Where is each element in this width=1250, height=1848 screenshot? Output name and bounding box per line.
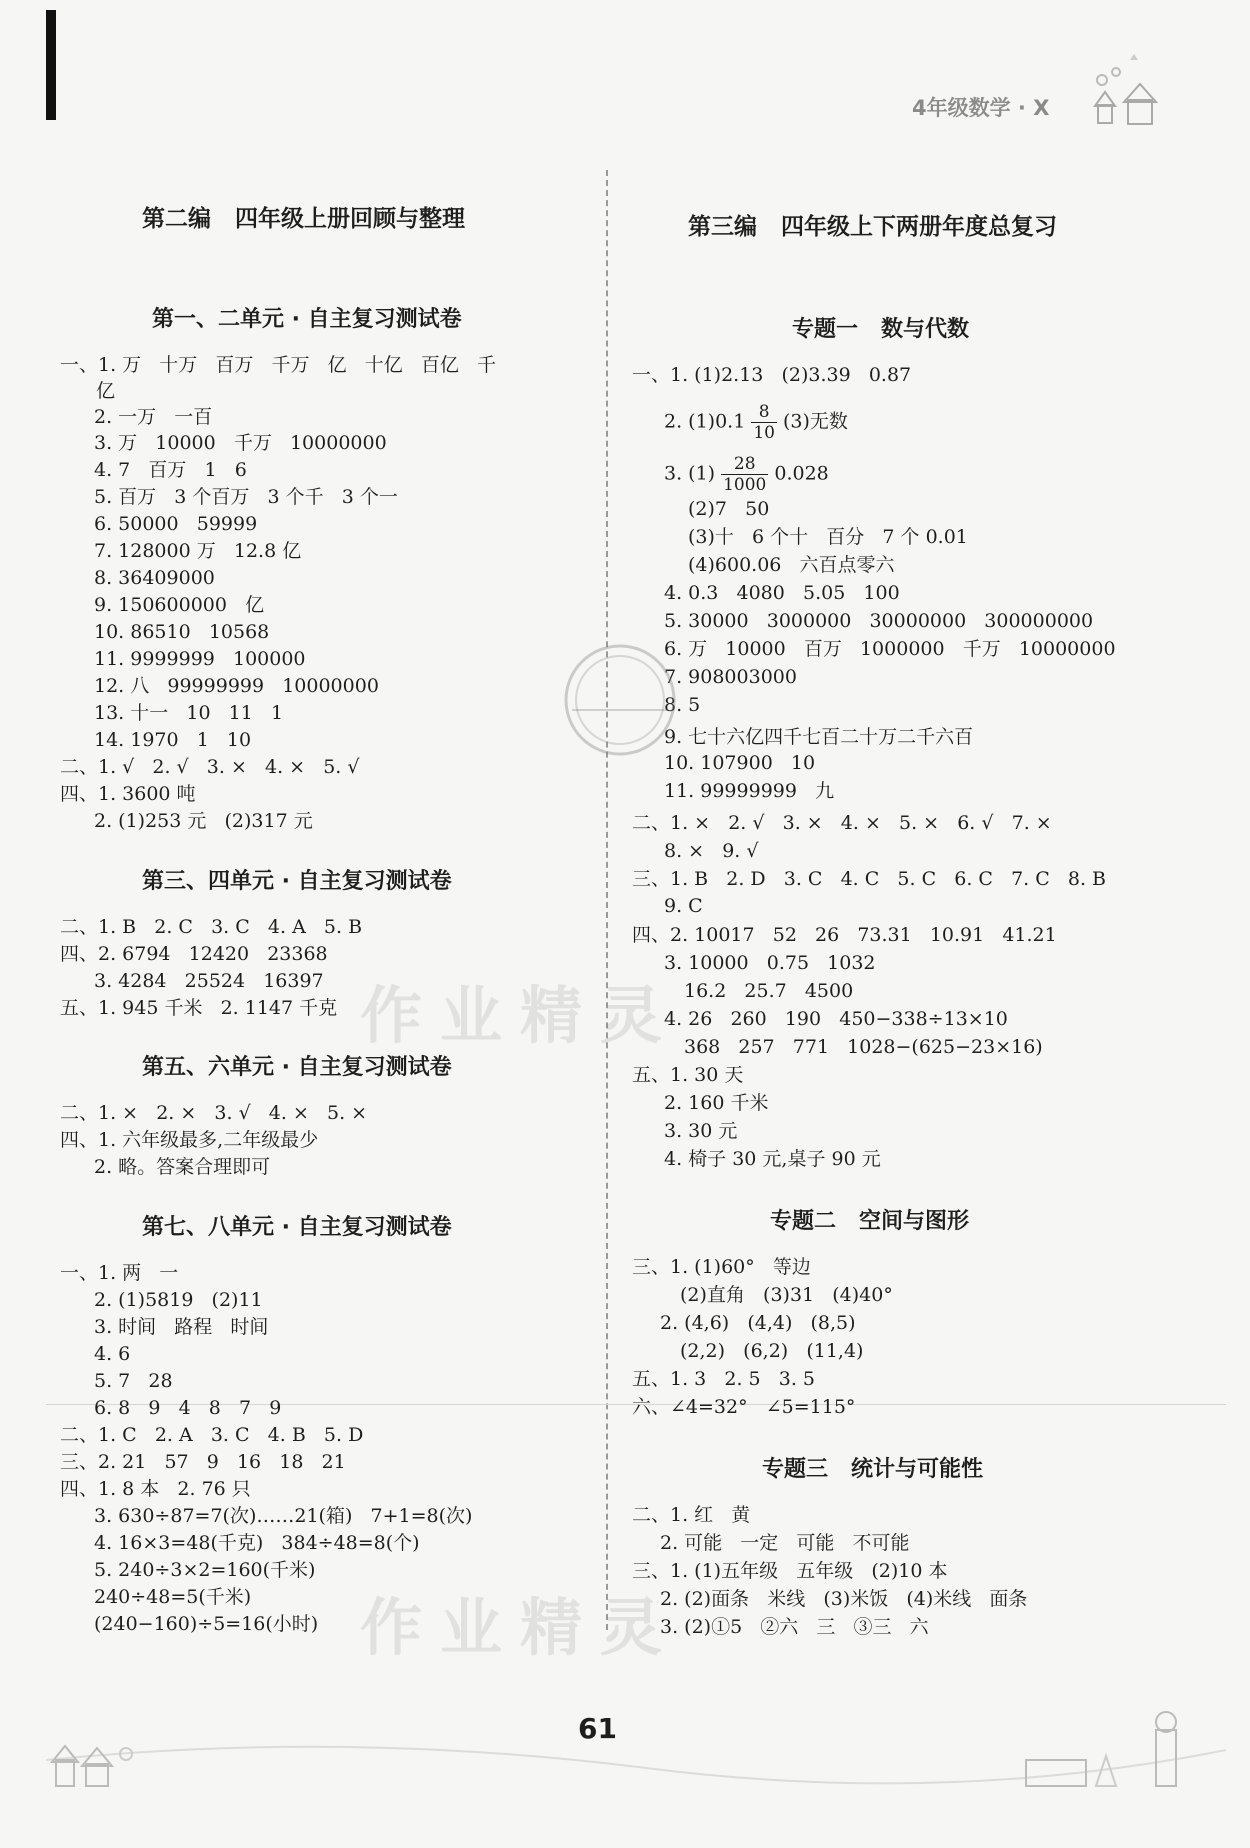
section-title: 专题一 数与代数 (792, 317, 969, 342)
answer-line: 2. 略。答案合理即可 (94, 1156, 271, 1178)
answer-line (664, 402, 848, 443)
fraction-denominator: 10 (753, 423, 775, 443)
answer-line: 四、1. 六年级最多,二年级最少 (60, 1129, 319, 1151)
answer-line: 2. (4,6) (4,4) (8,5) (660, 1312, 856, 1334)
answer-line: 240÷48=5(千米) (94, 1586, 252, 1608)
answer-line: 5. 百万 3 个百万 3 个千 3 个一 (94, 486, 398, 508)
answer-line: 8. 5 (664, 694, 701, 716)
answer-line: (4)600.06 六百点零六 (688, 554, 895, 576)
answer-line: 一、1. 两 一 (60, 1262, 179, 1284)
answer-line: 4. 6 (94, 1343, 131, 1365)
answer-line: 9. 七十六亿四千七百二十万二千六百 (664, 726, 974, 748)
answer-line: 3. (2)①5 ②六 三 ③三 六 (660, 1616, 929, 1638)
watermark-text: 作业精灵 (360, 1591, 681, 1664)
answer-line: 一、1. (1)2.13 (2)3.39 0.87 (632, 364, 912, 386)
answer-line: 三、1. B 2. D 3. C 4. C 5. C 6. C 7. C 8. B (632, 868, 1107, 890)
answer-line: 6. 万 10000 百万 1000000 千万 10000000 (664, 638, 1116, 660)
answer-line: 8. 36409000 (94, 567, 215, 589)
answer-line: 2. (1)5819 (2)11 (94, 1289, 263, 1311)
answer-line: 2. 160 千米 (664, 1092, 769, 1114)
answer-line: 6. 8 9 4 8 7 9 (94, 1397, 282, 1419)
section-title: 专题三 统计与可能性 (762, 1457, 983, 1482)
answer-line: 8. × 9. √ (664, 840, 759, 862)
answer-line: 五、1. 3 2. 5 3. 5 (632, 1368, 816, 1390)
page-header: 4年级数学 · X (912, 96, 1050, 120)
answer-line: 5. 240÷3×2=160(千米) (94, 1559, 316, 1581)
section-title: 第七、八单元 · 自主复习测试卷 (142, 1215, 452, 1240)
answer-line: 9. C (664, 895, 703, 917)
answer-text: (3)无数 (782, 410, 848, 433)
answer-line: 一、1. 万 十万 百万 千万 亿 十亿 百亿 千 (60, 354, 496, 376)
fraction-numerator: 8 (751, 402, 777, 423)
answer-line (664, 454, 829, 495)
stamp-watermark-icon (560, 640, 680, 760)
answer-line: 4. 26 260 190 450−338÷13×10 (664, 1008, 1008, 1030)
answer-line: 2. (2)面条 米线 (3)米饭 (4)米线 面条 (660, 1588, 1028, 1610)
answer-line: 五、1. 945 千米 2. 1147 千克 (60, 997, 338, 1019)
watermark-text: 作业精灵 (360, 979, 681, 1052)
answer-text: 2. (1)0.1 (664, 410, 746, 433)
answer-line: 二、1. × 2. √ 3. × 4. × 5. × 6. √ 7. × (632, 812, 1052, 834)
footer-decoration-icon (46, 1690, 1226, 1800)
section-title: 第三、四单元 · 自主复习测试卷 (142, 869, 452, 894)
section-title: 第一、二单元 · 自主复习测试卷 (152, 307, 462, 332)
fraction (721, 454, 768, 495)
answer-line: 13. 十一 10 11 1 (94, 702, 284, 724)
answer-text: 0.028 (774, 462, 829, 485)
answer-line: 14. 1970 1 10 (94, 729, 252, 751)
answer-line: 7. 128000 万 12.8 亿 (94, 540, 302, 562)
answer-line: 3. 30 元 (664, 1120, 738, 1142)
section-title: 专题二 空间与图形 (770, 1209, 969, 1234)
answer-line: 4. 0.3 4080 5.05 100 (664, 582, 900, 604)
house-decoration-icon (1090, 50, 1160, 130)
answer-line: 12. 八 99999999 10000000 (94, 675, 379, 697)
section-title: 第五、六单元 · 自主复习测试卷 (142, 1055, 452, 1080)
answer-line: 3. 630÷87=7(次)……21(箱) 7+1=8(次) (94, 1505, 473, 1527)
binding-edge (46, 10, 56, 120)
answer-line: 11. 99999999 九 (664, 780, 835, 802)
page-number: 61 (578, 1712, 617, 1745)
answer-line: 2. 可能 一定 可能 不可能 (660, 1532, 910, 1554)
column-divider (606, 170, 608, 1630)
answer-line: 二、1. √ 2. √ 3. × 4. × 5. √ (60, 756, 360, 778)
answer-line: (3)十 6 个十 百分 7 个 0.01 (688, 526, 968, 548)
part-title: 第二编 四年级上册回顾与整理 (142, 206, 466, 232)
answer-line: 四、1. 3600 吨 (60, 783, 196, 805)
answer-line: 9. 150600000 亿 (94, 594, 265, 616)
answer-line: 二、1. C 2. A 3. C 4. B 5. D (60, 1424, 364, 1446)
part-title: 第三编 四年级上下两册年度总复习 (688, 214, 1058, 240)
answer-line: 5. 30000 3000000 30000000 300000000 (664, 610, 1094, 632)
answer-line: 2. 一万 一百 (94, 406, 213, 428)
answer-line: 7. 908003000 (664, 666, 797, 688)
answer-line: 4. 椅子 30 元,桌子 90 元 (664, 1148, 881, 1170)
answer-line: 10. 107900 10 (664, 752, 816, 774)
answer-text: 3. (1) (664, 462, 716, 485)
answer-line: (2)直角 (3)31 (4)40° (680, 1284, 893, 1306)
answer-line: 3. 10000 0.75 1032 (664, 952, 876, 974)
answer-line: 3. 万 10000 千万 10000000 (94, 432, 387, 454)
answer-line: (2,2) (6,2) (11,4) (680, 1340, 864, 1362)
answer-line: 四、1. 8 本 2. 76 只 (60, 1478, 251, 1500)
answer-line: 16.2 25.7 4500 (684, 980, 854, 1002)
answer-line: 二、1. 红 黄 (632, 1504, 751, 1526)
answer-line: (2)7 50 (688, 498, 770, 520)
answer-line: 368 257 771 1028−(625−23×16) (684, 1036, 1043, 1058)
fraction-numerator: 28 (721, 454, 768, 475)
answer-line: 三、2. 21 57 9 16 18 21 (60, 1451, 346, 1473)
answer-line: 二、1. × 2. × 3. √ 4. × 5. × (60, 1102, 368, 1124)
answer-line: 四、2. 10017 52 26 73.31 10.91 41.21 (632, 924, 1057, 946)
answer-line: 4. 16×3=48(千克) 384÷48=8(个) (94, 1532, 420, 1554)
fraction (751, 402, 777, 443)
answer-line: 3. 时间 路程 时间 (94, 1316, 269, 1338)
answer-line: 10. 86510 10568 (94, 621, 270, 643)
answer-line: 三、1. (1)60° 等边 (632, 1256, 811, 1278)
answer-line: 四、2. 6794 12420 23368 (60, 943, 328, 965)
answer-line: 五、1. 30 天 (632, 1064, 744, 1086)
answer-line: 6. 50000 59999 (94, 513, 258, 535)
answer-line: 11. 9999999 100000 (94, 648, 306, 670)
fraction-denominator: 1000 (723, 475, 767, 495)
answer-line: 二、1. B 2. C 3. C 4. A 5. B (60, 916, 363, 938)
answer-line: 3. 4284 25524 16397 (94, 970, 324, 992)
answer-line: 5. 7 28 (94, 1370, 173, 1392)
answer-line: 2. (1)253 元 (2)317 元 (94, 810, 313, 832)
answer-line: (240−160)÷5=16(小时) (94, 1613, 319, 1635)
answer-line: 亿 (96, 380, 116, 402)
answer-line: 4. 7 百万 1 6 (94, 459, 247, 481)
answer-line: 三、1. (1)五年级 五年级 (2)10 本 (632, 1560, 948, 1582)
answer-line: 六、∠4=32° ∠5=115° (632, 1396, 856, 1418)
